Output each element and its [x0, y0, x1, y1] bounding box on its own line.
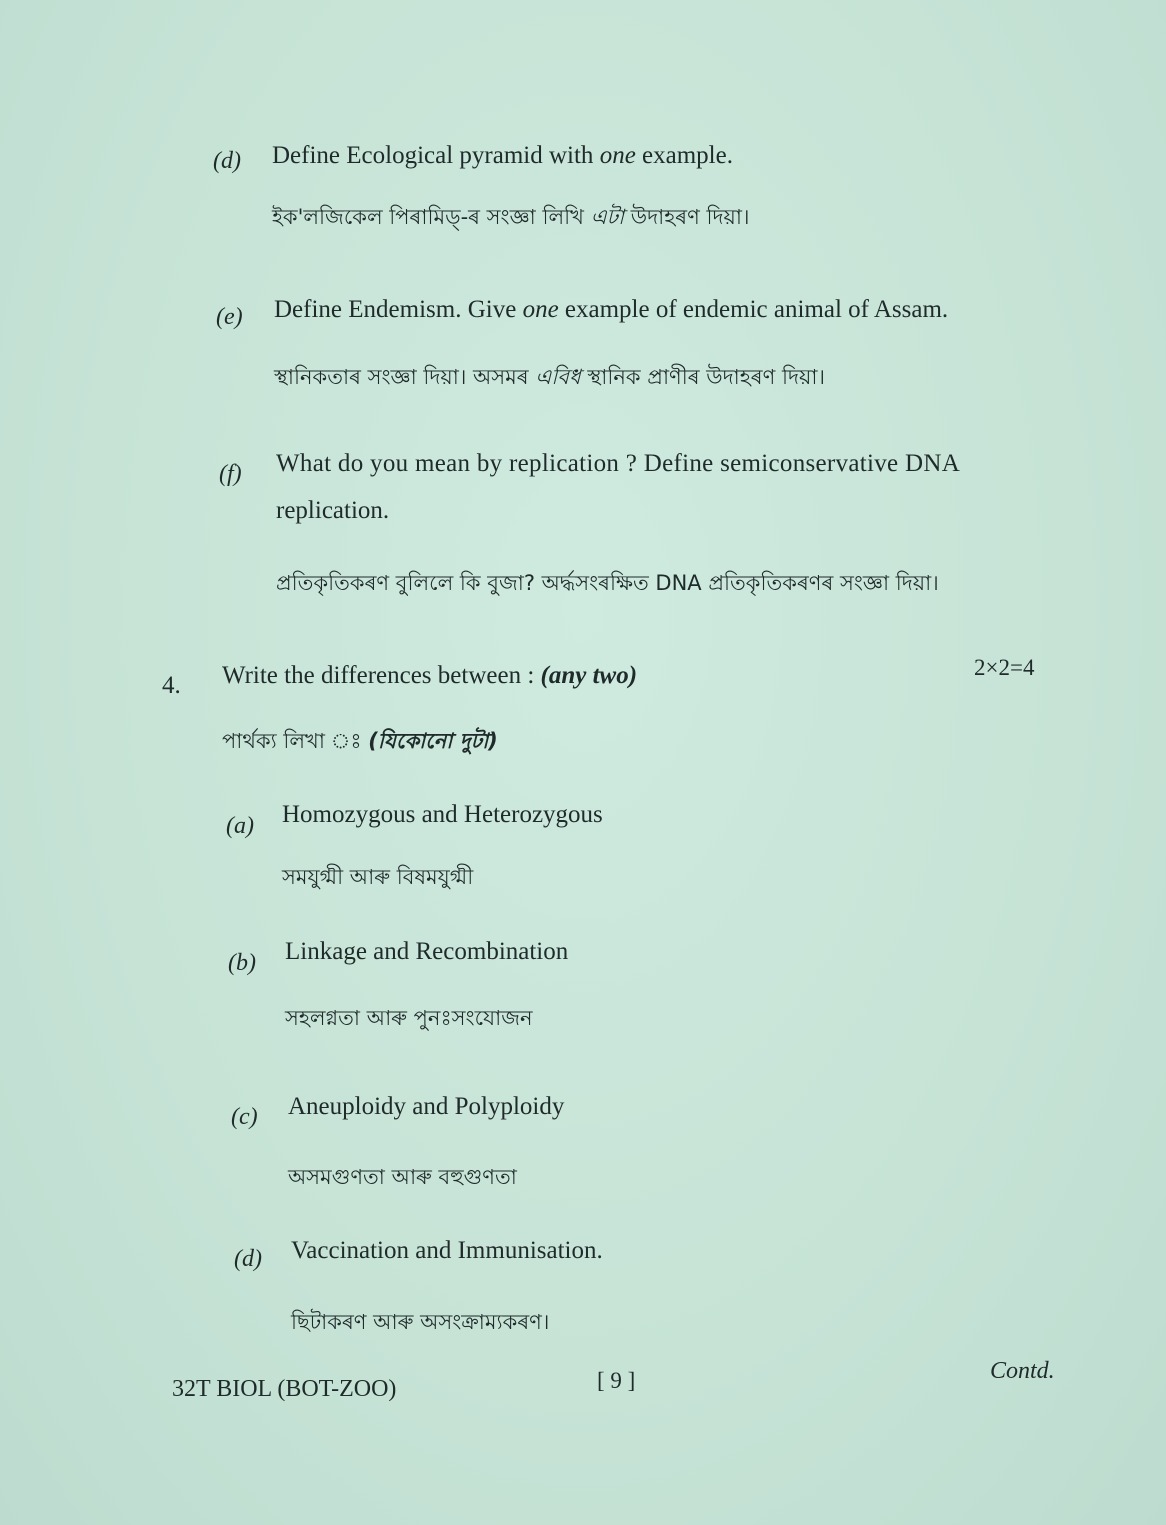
- q4c-english: Aneuploidy and Polyploidy: [288, 1093, 565, 1120]
- q3d-en-text-end: example.: [635, 142, 733, 169]
- q3e-label: (e): [216, 304, 243, 330]
- q4-bn-emphasis: (যিকোনো দুটা): [368, 729, 498, 753]
- q4a-assamese: সমযুগ্মী আৰু বিষমযুগ্মী: [282, 865, 474, 889]
- q3e-bn-text-end: স্থানিক প্ৰাণীৰ উদাহৰণ দিয়া।: [580, 365, 825, 389]
- q4a-english: Homozygous and Heterozygous: [282, 801, 603, 828]
- q3d-assamese: [272, 201, 750, 236]
- continued-label: Contd.: [990, 1358, 1055, 1384]
- q3e-bn-text: স্থানিকতাৰ সংজ্ঞা দিয়া। অসমৰ: [274, 365, 536, 389]
- q3d-bn-emphasis: এটা: [590, 205, 625, 229]
- q3f-english-line1: What do you mean by replication ? Define semiconservative DNA: [276, 450, 961, 477]
- q3f-english-line2: replication.: [276, 497, 390, 524]
- q4d-assamese: ছিটাকৰণ আৰু অসংক্ৰাম্যকৰণ।: [291, 1310, 550, 1334]
- q3e-bn-emphasis: এবিধ: [535, 365, 581, 389]
- q4-en-text: Write the differences between :: [222, 662, 541, 689]
- q3d-en-text: Define Ecological pyramid with: [272, 142, 600, 169]
- q3e-en-emphasis: one: [522, 296, 559, 323]
- q3d-bn-text-end: উদাহৰণ দিয়া।: [624, 205, 750, 229]
- q4-bn-text: পাৰ্থক্য লিখা ঃ: [222, 729, 369, 753]
- q4d-label: (d): [234, 1246, 262, 1272]
- q3e-english: [274, 296, 948, 324]
- q3d-bn-text: ইক'লজিকেল পিৰামিড্-ৰ সংজ্ঞা লিখি: [272, 205, 591, 229]
- q3f-label: (f): [219, 461, 242, 487]
- q3d-label: (d): [213, 148, 241, 174]
- q4c-assamese: অসমগুণতা আৰু বহুগুণতা: [288, 1165, 517, 1189]
- q3d-en-emphasis: one: [599, 142, 636, 169]
- q4b-label: (b): [228, 950, 256, 976]
- q4-en-emphasis: (any two): [540, 662, 638, 689]
- page-number: [ 9 ]: [597, 1368, 636, 1393]
- q3e-assamese: [274, 361, 825, 396]
- q4c-label: (c): [231, 1104, 258, 1130]
- q4-number: 4.: [162, 672, 181, 699]
- q3e-en-text-end: example of endemic animal of Assam.: [558, 296, 949, 323]
- q4b-english: Linkage and Recombination: [285, 938, 569, 965]
- paper-code: 32T BIOL (BOT-ZOO): [172, 1376, 397, 1402]
- q3f-assamese: প্ৰতিকৃতিকৰণ বুলিলে কি বুজা? অৰ্দ্ধসংৰক্ষিত DNA প্ৰতিকৃতিকৰণৰ সংজ্ঞা দিয়া।: [276, 571, 939, 595]
- q3d-english: [272, 142, 733, 170]
- q3e-en-text: Define Endemism. Give: [274, 296, 523, 323]
- q4d-english: Vaccination and Immunisation.: [291, 1237, 603, 1264]
- q4-english: [222, 662, 637, 690]
- q4-marks: 2×2=4: [974, 655, 1035, 680]
- q4-assamese: [222, 725, 498, 760]
- q4a-label: (a): [226, 813, 254, 839]
- q4b-assamese: সহলগ্নতা আৰু পুনঃসংযোজন: [285, 1006, 533, 1030]
